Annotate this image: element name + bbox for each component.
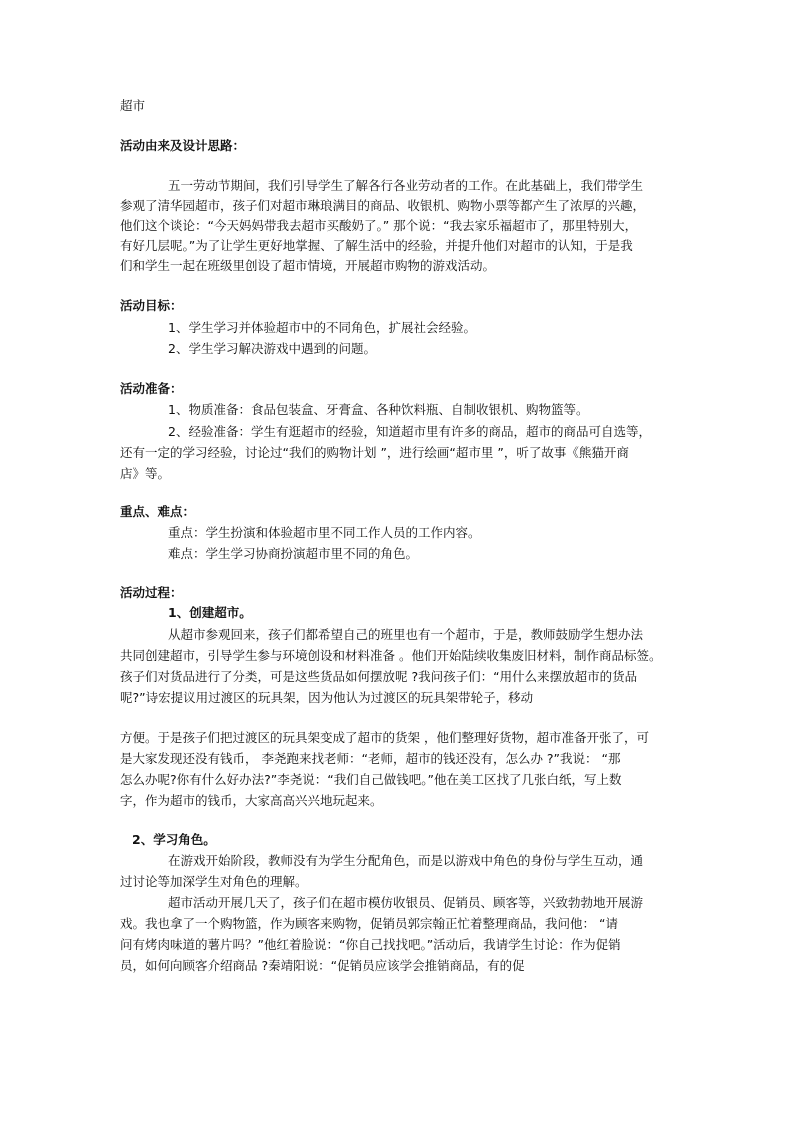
paragraph-line: 字，作为超市的钱币，大家高高兴兴地玩起来。 bbox=[120, 793, 383, 808]
section-heading-process: 活动过程： bbox=[120, 585, 183, 600]
paragraph-line: 有好几层呢。”为了让学生更好地掌握、了解生活中的经验，并提升他们对超市的认知，于是我 bbox=[120, 238, 633, 253]
paragraph-line: 共同创建超市，引导学生参与环境创设和材料准备 。他们开始陆续收集废旧材料，制作商品标签。 bbox=[120, 648, 662, 663]
paragraph-line: 五一劳动节期间，我们引导学生了解各行各业劳动者的工作。在此基础上，我们带学生 bbox=[168, 178, 644, 193]
section-heading-origin: 活动由来及设计思路： bbox=[120, 138, 246, 153]
section-heading-goals: 活动目标： bbox=[120, 298, 183, 313]
section-heading-key: 重点、难点： bbox=[120, 504, 196, 519]
paragraph-line: 参观了清华园超市，孩子们对超市琳琅满目的商品、收银机、购物小票等都产生了浓厚的兴趣， bbox=[120, 198, 646, 213]
list-item: 2、经验准备：学生有逛超市的经验，知道超市里有许多的商品，超市的商品可自选等， bbox=[168, 424, 651, 439]
paragraph-line: 从超市参观回来，孩子们都希望自己的班里也有一个超市，于是，教师鼓励学生想办法 bbox=[168, 627, 644, 642]
document-title: 超市 bbox=[120, 98, 146, 113]
paragraph-line: 们和学生一起在班级里创设了超市情境，开展超市购物的游戏活动。 bbox=[120, 258, 496, 273]
paragraph-line: 店》等。 bbox=[120, 466, 171, 481]
paragraph-line: 员，如何向顾客介绍商品 ?秦靖阳说：“促销员应该学会推销商品，有的促 bbox=[120, 958, 525, 973]
paragraph-line: 问有烤肉味道的薯片吗？”他红着脸说：“你自己找找吧。”活动后，我请学生讨论：作为促销 bbox=[120, 937, 621, 952]
list-item: 1、物质准备：食品包装盒、牙膏盒、各种饮料瓶、自制收银机、购物篮等。 bbox=[168, 402, 589, 417]
list-item: 1、学生学习并体验超市中的不同角色，扩展社会经验。 bbox=[168, 320, 476, 335]
paragraph-line: 孩子们对货品进行了分类，可是这些货品如何摆放呢 ?我问孩子们：“用什么来摆放超市的货品 bbox=[120, 669, 638, 684]
paragraph-line: 他们这个谈论：“今天妈妈带我去超市买酸奶了。” 那个说：“我去家乐福超市了，那里特别大， bbox=[120, 218, 638, 233]
paragraph-line: 超市活动开展几天了，孩子们在超市模仿收银员、促销员、顾客等，兴致勃勃地开展游 bbox=[168, 895, 644, 910]
section-heading-prep: 活动准备： bbox=[120, 381, 183, 396]
paragraph-line: 呢?”诗宏提议用过渡区的玩具架，因为他认为过渡区的玩具架带轮子，移动 bbox=[120, 690, 534, 705]
paragraph-line: 戏。我也拿了一个购物篮，作为顾客来购物，促销员郭宗翰正忙着整理商品，我问他： “请 bbox=[120, 916, 618, 931]
step-title: 2、学习角色。 bbox=[132, 832, 216, 847]
list-item: 2、学生学习解决游戏中遇到的问题。 bbox=[168, 341, 376, 356]
paragraph-line: 怎么办呢?你有什么好办法?”李尧说：“我们自己做钱吧。”他在美工区找了几张白纸，写上数 bbox=[120, 772, 622, 787]
paragraph-line: 还有一定的学习经验，讨论过“我们的购物计划 ”，进行绘画“超市里 ”，听了故事《熊猫开商 bbox=[120, 445, 629, 460]
paragraph-line: 方便。于是孩子们把过渡区的玩具架变成了超市的货架 ，他们整理好货物，超市准备开张了，可 bbox=[120, 730, 649, 745]
paragraph-line: 在游戏开始阶段，教师没有为学生分配角色，而是以游戏中角色的身份与学生互动，通 bbox=[168, 853, 644, 868]
paragraph-line: 过讨论等加深学生对角色的理解。 bbox=[120, 874, 308, 889]
list-item: 重点：学生扮演和体验超市里不同工作人员的工作内容。 bbox=[168, 525, 481, 540]
step-title: 1、创建超市。 bbox=[168, 605, 252, 620]
paragraph-line: 是大家发现还没有钱币， 李尧跑来找老师：“老师，超市的钱还没有，怎么办 ?”我说： “那 bbox=[120, 751, 621, 766]
list-item: 难点：学生学习协商扮演超市里不同的角色。 bbox=[168, 546, 419, 561]
